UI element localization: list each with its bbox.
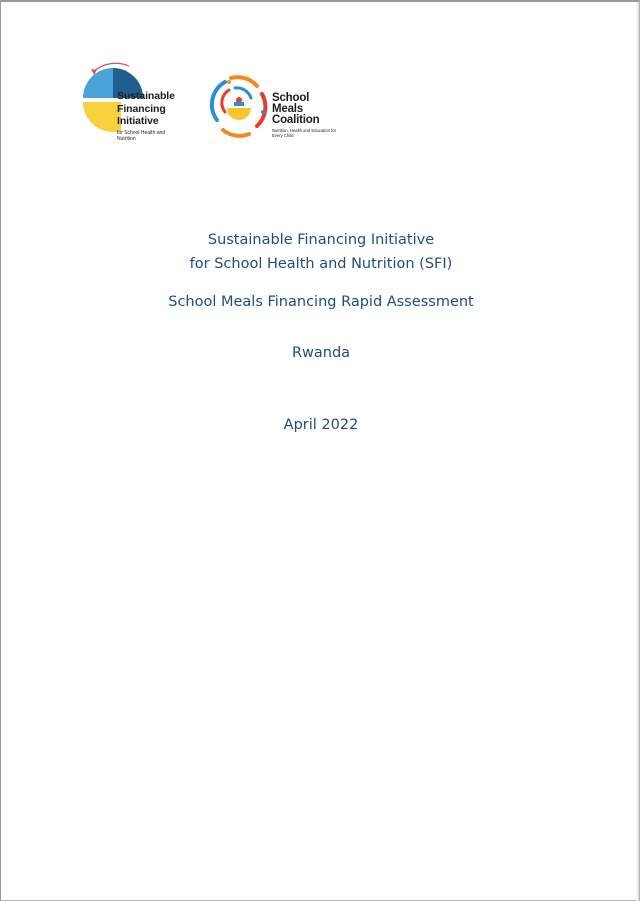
sfi-wordmark <box>117 90 207 142</box>
smc-name-line: Coalition <box>272 114 320 126</box>
sfi-subtitle: for School Health and Nutrition <box>117 129 166 142</box>
smc-wordmark <box>272 93 342 138</box>
smc-emblem-icon <box>207 72 271 144</box>
document-subtitle: School Meals Financing Rapid Assessment <box>168 294 474 310</box>
smc-name-line: Meals <box>272 103 303 115</box>
sfi-logo <box>83 60 193 150</box>
document-title <box>1 228 640 276</box>
title-line-1: Sustainable Financing Initiative <box>207 232 435 248</box>
sfi-name-line: Initiative <box>117 115 159 127</box>
sfi-name-line: Sustainable <box>117 90 175 102</box>
page-edge-shadow <box>636 2 639 901</box>
document-date: April 2022 <box>283 417 359 433</box>
title-line-2: for School Health and Nutrition (SFI) <box>189 256 453 272</box>
smc-name-line: School <box>272 92 310 104</box>
document-country: Rwanda <box>291 345 351 361</box>
sfi-name-line: Financing <box>117 102 166 115</box>
school-meals-coalition-logo <box>207 72 337 144</box>
smc-subtitle: Nutrition, Health and Education for Every Child <box>272 128 337 138</box>
